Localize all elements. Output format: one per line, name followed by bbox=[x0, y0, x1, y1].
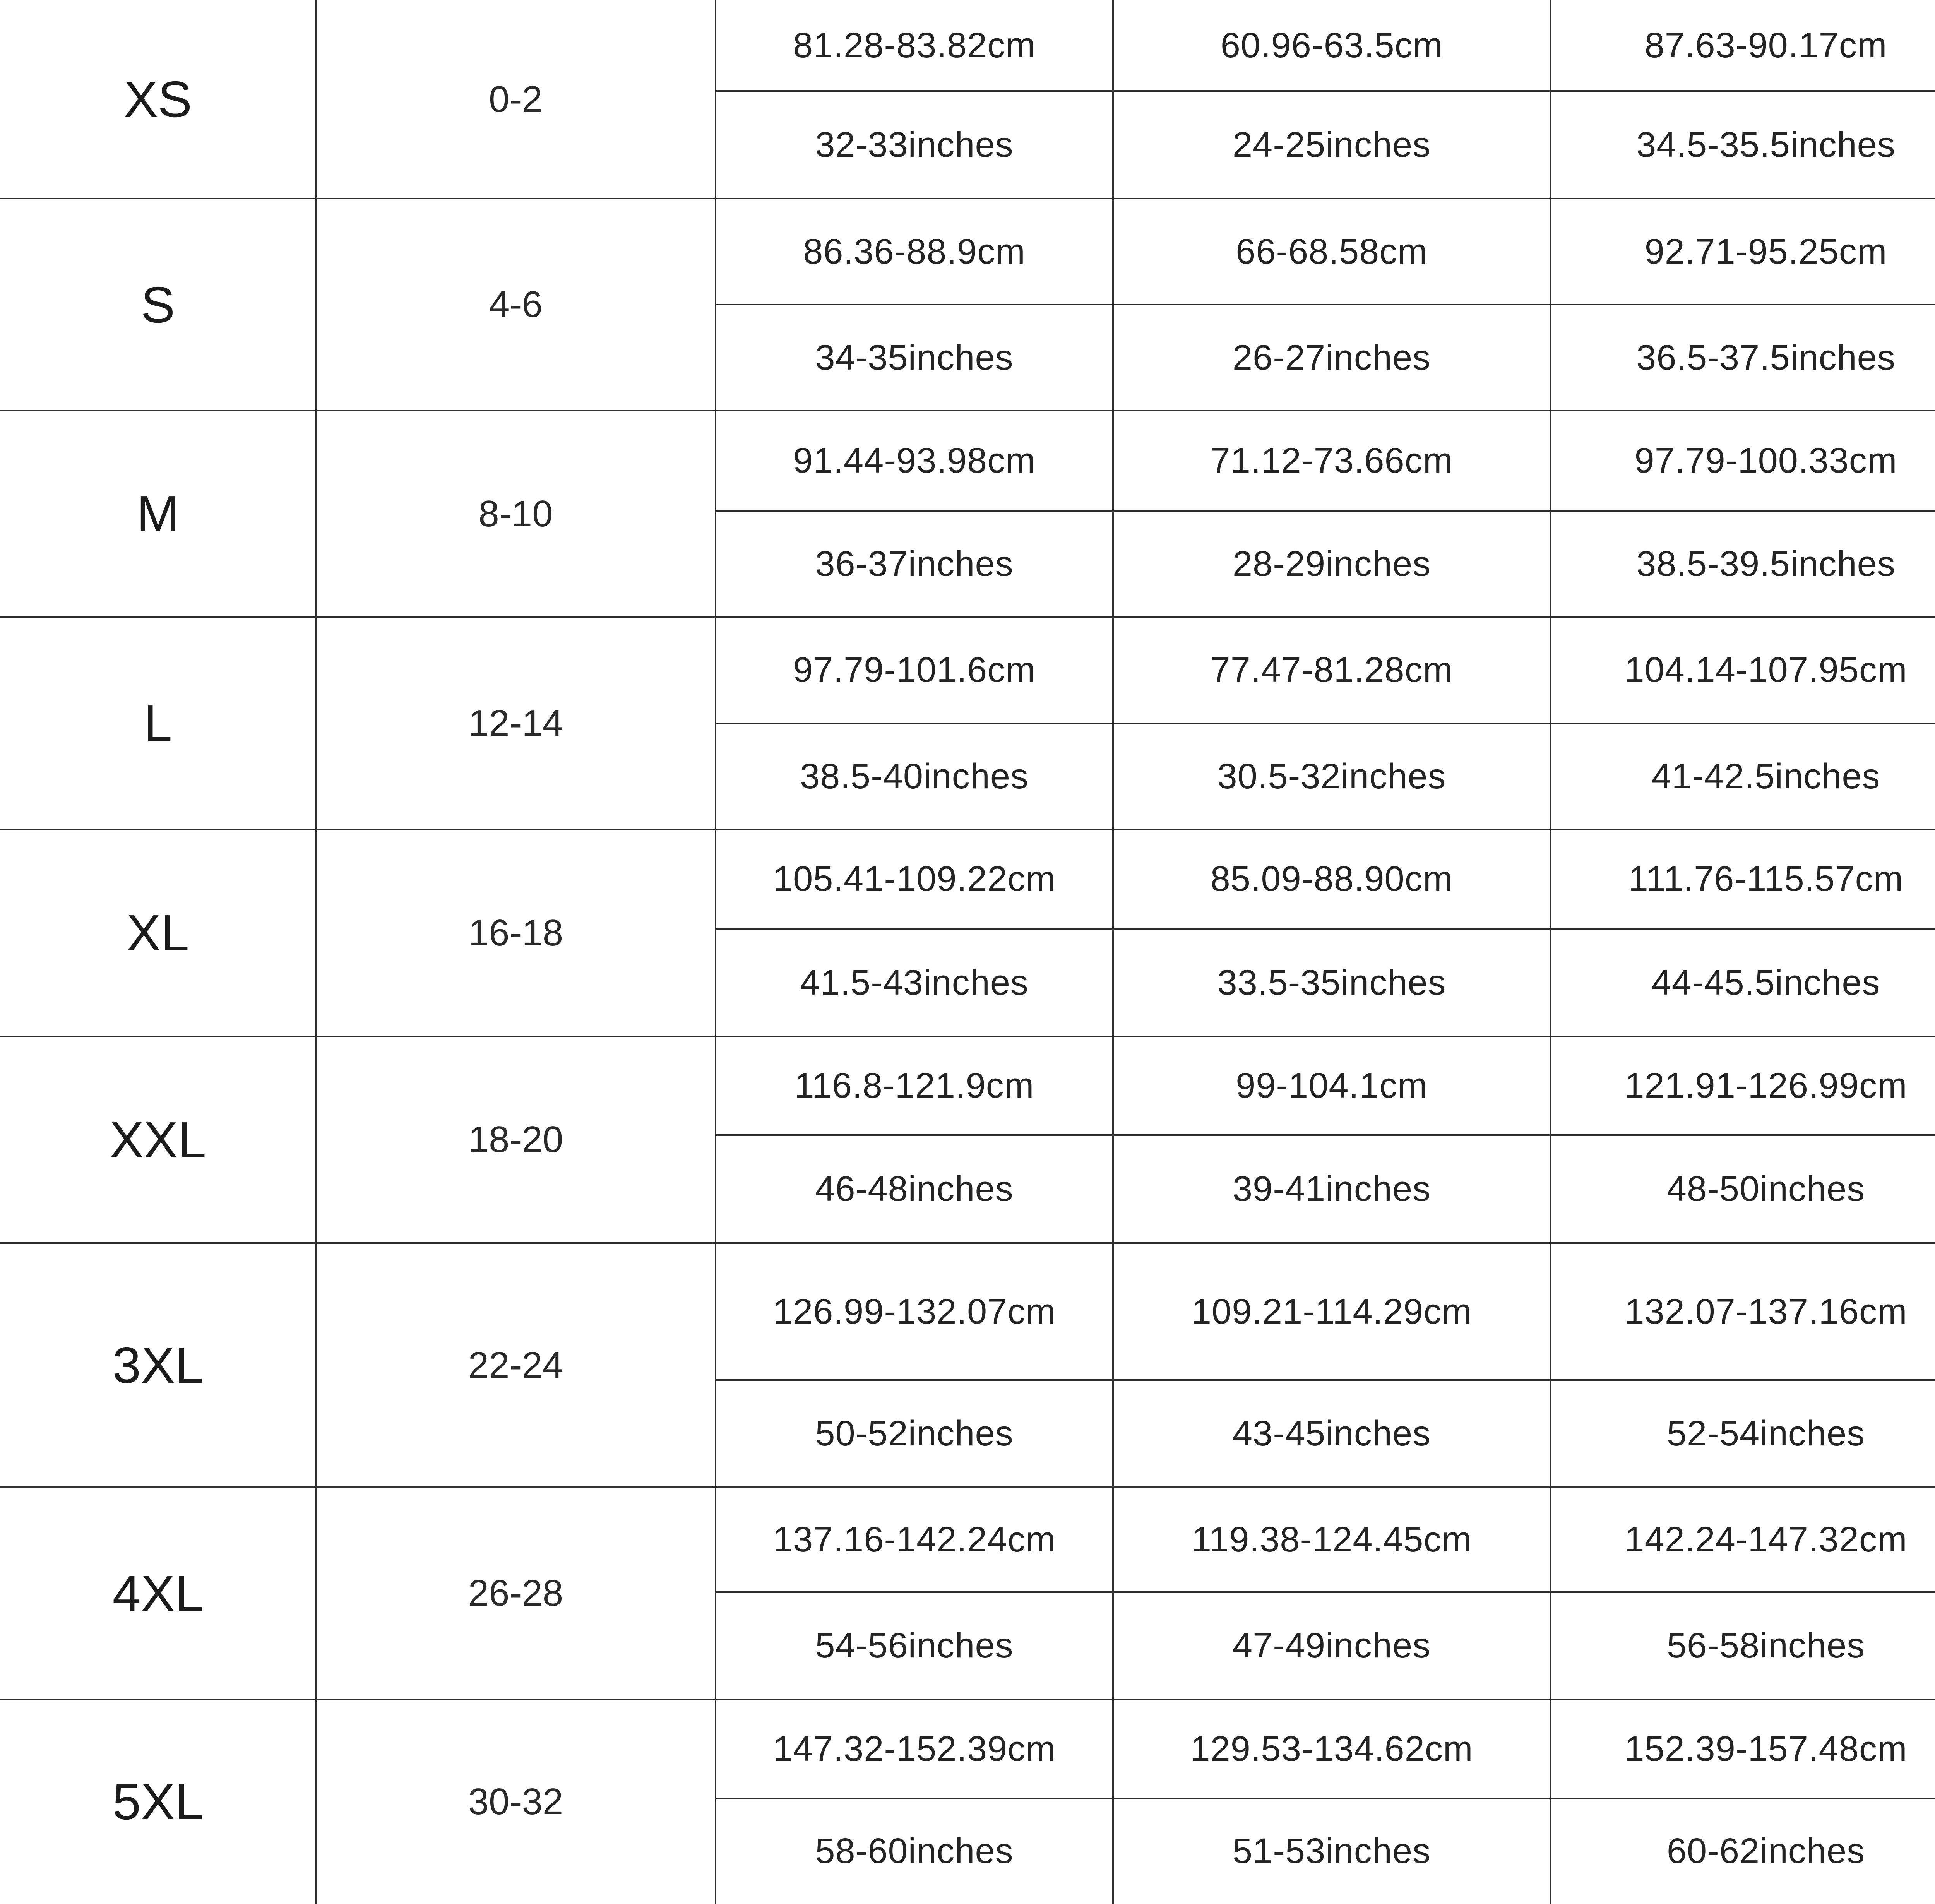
measurement-inches: 51-53inches bbox=[1232, 1831, 1431, 1871]
measurement-inches: 36-37inches bbox=[815, 544, 1014, 584]
measurement-cm: 71.12-73.66cm bbox=[1210, 441, 1453, 480]
measurement-cm: 85.09-88.90cm bbox=[1210, 859, 1453, 899]
us-size-value: 18-20 bbox=[468, 1119, 563, 1160]
measurement-cm: 87.63-90.17cm bbox=[1644, 26, 1887, 65]
size-label: L bbox=[144, 695, 172, 752]
measurement-inches: 48-50inches bbox=[1666, 1169, 1865, 1209]
measurement-inches: 28-29inches bbox=[1232, 544, 1431, 584]
measurement-inches: 54-56inches bbox=[815, 1626, 1014, 1665]
size-label: M bbox=[137, 485, 179, 542]
us-size-value: 16-18 bbox=[468, 912, 563, 954]
measurement-inches: 41-42.5inches bbox=[1651, 756, 1880, 796]
measurement-cm: 81.28-83.82cm bbox=[793, 26, 1036, 65]
measurement-inches: 60-62inches bbox=[1666, 1831, 1865, 1871]
us-size-value: 26-28 bbox=[468, 1572, 563, 1614]
measurement-inches: 58-60inches bbox=[815, 1831, 1014, 1871]
us-size-value: 12-14 bbox=[468, 702, 563, 744]
measurement-inches: 32-33inches bbox=[815, 125, 1014, 164]
measurement-inches: 43-45inches bbox=[1232, 1414, 1431, 1453]
size-label: 4XL bbox=[112, 1565, 204, 1622]
measurement-cm: 147.32-152.39cm bbox=[772, 1729, 1056, 1769]
measurement-inches: 47-49inches bbox=[1232, 1626, 1431, 1665]
measurement-cm: 137.16-142.24cm bbox=[772, 1520, 1056, 1559]
measurement-cm: 129.53-134.62cm bbox=[1190, 1729, 1473, 1769]
measurement-cm: 116.8-121.9cm bbox=[794, 1066, 1034, 1105]
measurement-inches: 26-27inches bbox=[1232, 337, 1431, 377]
measurement-cm: 152.39-157.48cm bbox=[1624, 1729, 1908, 1769]
size-label: S bbox=[140, 276, 175, 333]
measurement-cm: 132.07-137.16cm bbox=[1624, 1291, 1908, 1331]
measurement-cm: 105.41-109.22cm bbox=[772, 859, 1056, 899]
measurement-cm: 60.96-63.5cm bbox=[1220, 26, 1443, 65]
measurement-inches: 33.5-35inches bbox=[1217, 962, 1446, 1002]
size-label: XXL bbox=[110, 1111, 206, 1168]
measurement-cm: 109.21-114.29cm bbox=[1191, 1291, 1472, 1331]
measurement-cm: 119.38-124.45cm bbox=[1191, 1520, 1472, 1559]
measurement-cm: 97.79-101.6cm bbox=[793, 650, 1036, 690]
measurement-cm: 121.91-126.99cm bbox=[1624, 1066, 1908, 1105]
measurement-inches: 38.5-40inches bbox=[800, 756, 1029, 796]
measurement-cm: 104.14-107.95cm bbox=[1624, 650, 1908, 690]
measurement-inches: 56-58inches bbox=[1666, 1626, 1865, 1665]
measurement-inches: 30.5-32inches bbox=[1217, 756, 1446, 796]
us-size-value: 22-24 bbox=[468, 1344, 563, 1386]
measurement-cm: 92.71-95.25cm bbox=[1644, 231, 1887, 271]
measurement-inches: 41.5-43inches bbox=[800, 962, 1029, 1002]
size-label: 3XL bbox=[112, 1337, 204, 1394]
measurement-cm: 126.99-132.07cm bbox=[772, 1291, 1056, 1331]
measurement-cm: 142.24-147.32cm bbox=[1624, 1520, 1908, 1559]
measurement-inches: 44-45.5inches bbox=[1651, 962, 1880, 1002]
measurement-cm: 77.47-81.28cm bbox=[1210, 650, 1453, 690]
measurement-inches: 50-52inches bbox=[815, 1414, 1014, 1453]
measurement-inches: 34-35inches bbox=[815, 337, 1014, 377]
measurement-cm: 99-104.1cm bbox=[1236, 1066, 1428, 1105]
measurement-cm: 111.76-115.57cm bbox=[1628, 859, 1904, 899]
us-size-value: 0-2 bbox=[489, 78, 543, 120]
measurement-inches: 39-41inches bbox=[1232, 1169, 1431, 1209]
measurement-cm: 97.79-100.33cm bbox=[1634, 441, 1897, 480]
measurement-inches: 36.5-37.5inches bbox=[1636, 337, 1896, 377]
size-label: 5XL bbox=[112, 1773, 204, 1830]
measurement-inches: 38.5-39.5inches bbox=[1636, 544, 1896, 584]
measurement-cm: 66-68.58cm bbox=[1236, 231, 1428, 271]
measurement-inches: 24-25inches bbox=[1232, 125, 1431, 164]
size-label: XS bbox=[123, 71, 192, 128]
measurement-cm: 86.36-88.9cm bbox=[803, 231, 1026, 271]
measurement-inches: 52-54inches bbox=[1666, 1414, 1865, 1453]
us-size-value: 4-6 bbox=[489, 284, 543, 325]
us-size-value: 30-32 bbox=[468, 1781, 563, 1822]
size-label: XL bbox=[127, 904, 189, 961]
us-size-value: 8-10 bbox=[478, 493, 553, 534]
measurement-cm: 91.44-93.98cm bbox=[793, 441, 1036, 480]
measurement-inches: 46-48inches bbox=[815, 1169, 1014, 1209]
measurement-inches: 34.5-35.5inches bbox=[1636, 125, 1896, 164]
